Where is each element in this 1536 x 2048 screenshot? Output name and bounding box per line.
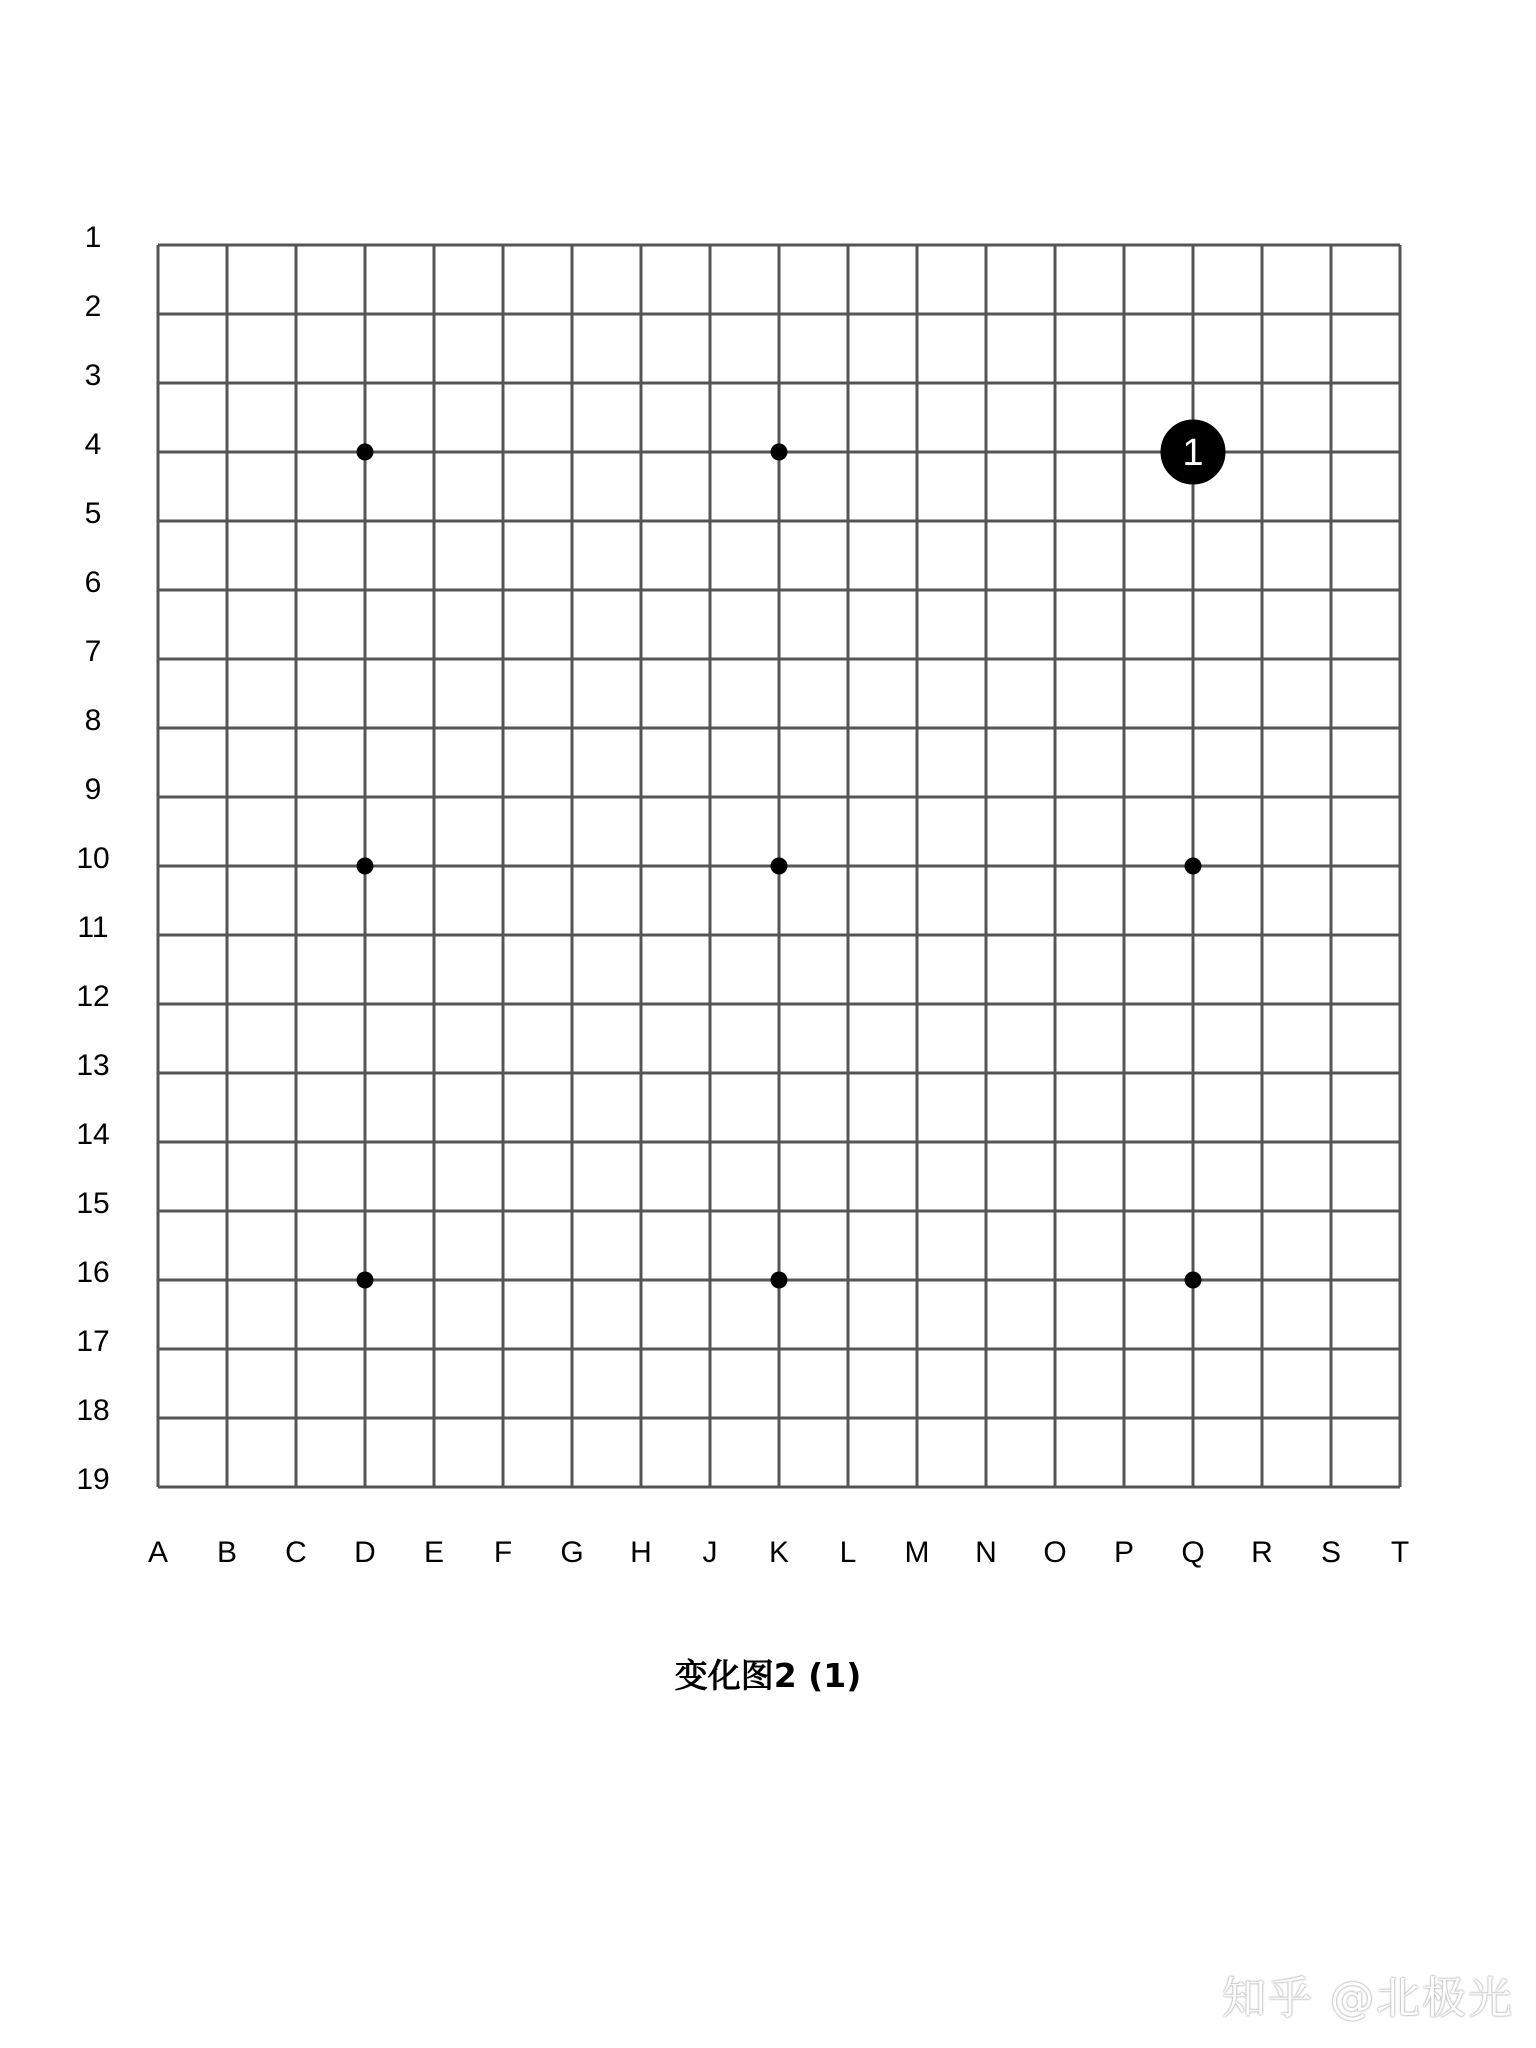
row-label: 8 [84, 704, 102, 737]
column-label: S [1320, 1536, 1342, 1569]
row-label: 14 [76, 1118, 110, 1151]
column-label: P [1113, 1536, 1135, 1569]
row-label: 3 [84, 359, 102, 392]
row-label: 16 [76, 1256, 110, 1289]
row-label: 11 [77, 911, 109, 944]
row-label: 15 [76, 1187, 110, 1220]
row-label: 17 [76, 1325, 110, 1358]
column-label: D [354, 1536, 376, 1569]
star-point [357, 444, 374, 461]
column-label: N [975, 1536, 997, 1569]
column-label: K [768, 1536, 790, 1569]
star-point [357, 858, 374, 875]
star-point [771, 1272, 788, 1289]
row-label: 13 [76, 1049, 110, 1082]
column-label: E [423, 1536, 445, 1569]
row-label: 2 [84, 290, 102, 323]
star-point [1185, 1272, 1202, 1289]
star-point [771, 858, 788, 875]
column-label: A [147, 1536, 169, 1569]
diagram-caption: 变化图2 (1) [674, 1656, 862, 1695]
row-label: 6 [84, 566, 102, 599]
column-label: T [1390, 1536, 1410, 1569]
star-point [1185, 858, 1202, 875]
row-labels [76, 221, 109, 1496]
row-label: 9 [84, 773, 102, 806]
row-label: 12 [76, 980, 110, 1013]
column-label: M [904, 1536, 930, 1569]
star-point [357, 1272, 374, 1289]
column-label: F [493, 1536, 513, 1569]
row-label: 10 [76, 842, 110, 875]
column-label: C [285, 1536, 307, 1569]
stone-move-number: 1 [1182, 432, 1204, 474]
column-label: O [1043, 1536, 1067, 1569]
stone-black [1161, 420, 1225, 484]
row-label: 18 [76, 1394, 110, 1427]
row-label: 7 [84, 635, 102, 668]
column-label: G [560, 1536, 584, 1569]
column-label: J [702, 1536, 718, 1569]
row-label: 19 [76, 1463, 110, 1496]
star-point [771, 444, 788, 461]
watermark: 知乎 @北极光 [1222, 1973, 1514, 2024]
row-label: 4 [84, 428, 102, 461]
column-label: B [216, 1536, 238, 1569]
column-labels [148, 1536, 1409, 1569]
column-label: R [1251, 1536, 1273, 1569]
row-label: 1 [84, 221, 102, 254]
row-label: 5 [84, 497, 102, 530]
column-label: L [839, 1536, 857, 1569]
column-label: Q [1181, 1536, 1205, 1569]
column-label: H [630, 1536, 652, 1569]
stones [1161, 420, 1225, 484]
